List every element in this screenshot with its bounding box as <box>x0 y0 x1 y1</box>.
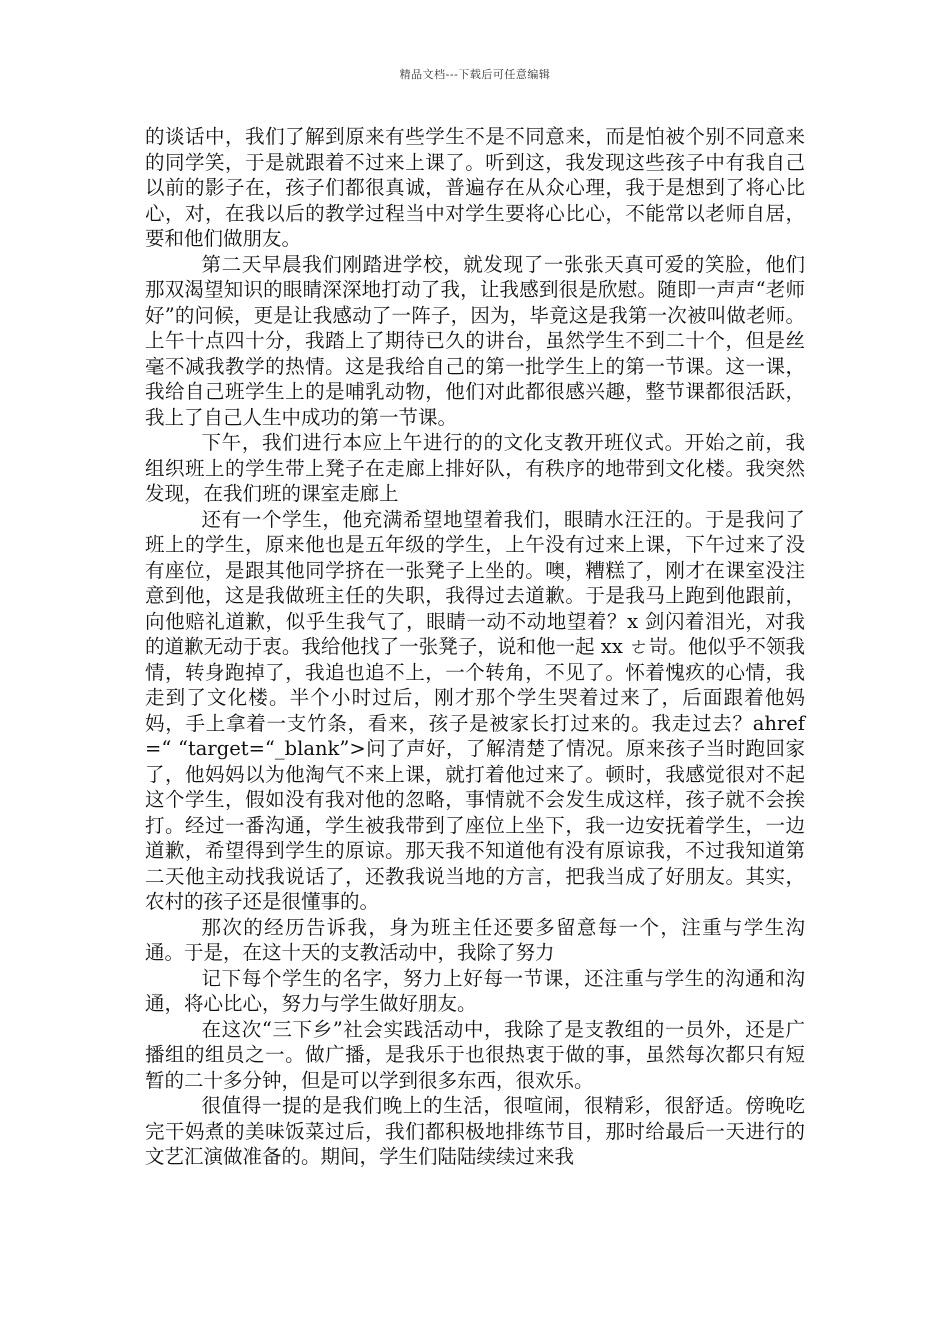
paragraph-3: 下午，我们进行本应上午进行的的文化支教开班仪式。开始之前，我组织班上的学生带上凳子在走廊上排好队，有秩序的地带到文化楼。我突然发现，在我们班的课室走廊上 <box>145 431 805 505</box>
paragraph-7: 在这次“三下乡”社会实践活动中，我除了是支教组的一员外，还是广播组的组员之一。做广播，是我乐于也很热衷于做的事，虽然每次都只有短暂的二十多分钟，但是可以学到很多东西，很欢乐。 <box>145 1017 805 1092</box>
paragraph-8: 很值得一提的是我们晚上的生活，很喧闹，很精彩，很舒适。傍晚吃完干妈煮的美味饭菜过后，我们都积极地排练节目，那时给最后一天进行的文艺汇演做准备的。期间，学生们陆陆续续过来我 <box>145 1094 805 1168</box>
paragraph-2: 第二天早晨我们刚踏进学校，就发现了一张张天真可爱的笑脸，他们那双渴望知识的眼睛深深地打动了我，让我感到很是欣慰。随即一声声“老师好”的问候，更是让我感动了一阵子，因为，毕竟这是我第一次被叫做老师。上午十点四十分，我踏上了期待已久的讲台，虽然学生不到二十个，但是丝毫不减我教学的热情。这是我给自己的第一批学生上的第一节课。这一课，我给自己班学生上的是哺乳动物，他们对此都很感兴趣，整节课都很活跃，我上了自己人生中成功的第一节课。 <box>145 252 805 429</box>
paragraph-5: 那次的经历告诉我，身为班主任还要多留意每一个，注重与学生沟通。于是，在这十天的支教活动中，我除了努力 <box>145 915 805 964</box>
page-header: 精品文档---下载后可任意编辑 <box>399 68 551 81</box>
paragraph-4: 还有一个学生，他充满希望地望着我们，眼睛水汪汪的。于是我问了班上的学生，原来他也是五年级的学生，上午没有过来上课，下午过来了没有座位，是跟其他同学挤在一张凳子上坐的。噢，糟糕了，刚才在课室没注意到他，这是我做班主任的失职，我得过去道歉。于是我马上跑到他跟前，向他赔礼道歉，似乎生我气了，眼睛一动不动地望着？x 剑闪着泪光，对我的道歉无动于衷。我给他找了一张凳子，说和他一起 xx ㄜ岢。他似乎不领我情，转身跑掉了，我追也追不上，一个转角，不见了。怀着愧疚的心情，我走到了文化楼。半个小时过后，刚才那个学生哭着过来了，后面跟着他妈妈，手上拿着一支竹条，看来，孩子是被家长打过来的。我走过去？ahref=“ “target=“_blank”>问了声好，了解清楚了情况。原来孩子当时跑回家了，他妈妈以为他淘气不来上课，就打着他过来了。顿时，我感觉很对不起这个学生，假如没有我对他的忽略，事情就不会发生成这样，孩子就不会挨打。经过一番沟通，学生被我带到了座位上坐下，我一边安抚着学生，一边道歉，希望得到学生的原谅。那天我不知道他有没有原谅我，不过我知道第二天他主动找我说话了，还教我说当地的方言，把我当成了好朋友。其实，农村的孩子还是很懂事的。 <box>145 507 805 913</box>
paragraph-1: 的谈话中，我们了解到原来有些学生不是不同意来，而是怕被个别不同意来的同学笑，于是就跟着不过来上课了。听到这，我发现这些孩子中有我自己以前的影子在，孩子们都很真诚，普遍存在从众心理，我于是想到了将心比心，对，在我以后的教学过程当中对学生要将心比心，不能常以老师自居，要和他们做朋友。 <box>145 125 805 250</box>
paragraph-6: 记下每个学生的名字，努力上好每一节课，还注重与学生的沟通和沟通，将心比心，努力与学生做好朋友。 <box>145 966 805 1015</box>
document-body <box>145 124 805 1170</box>
